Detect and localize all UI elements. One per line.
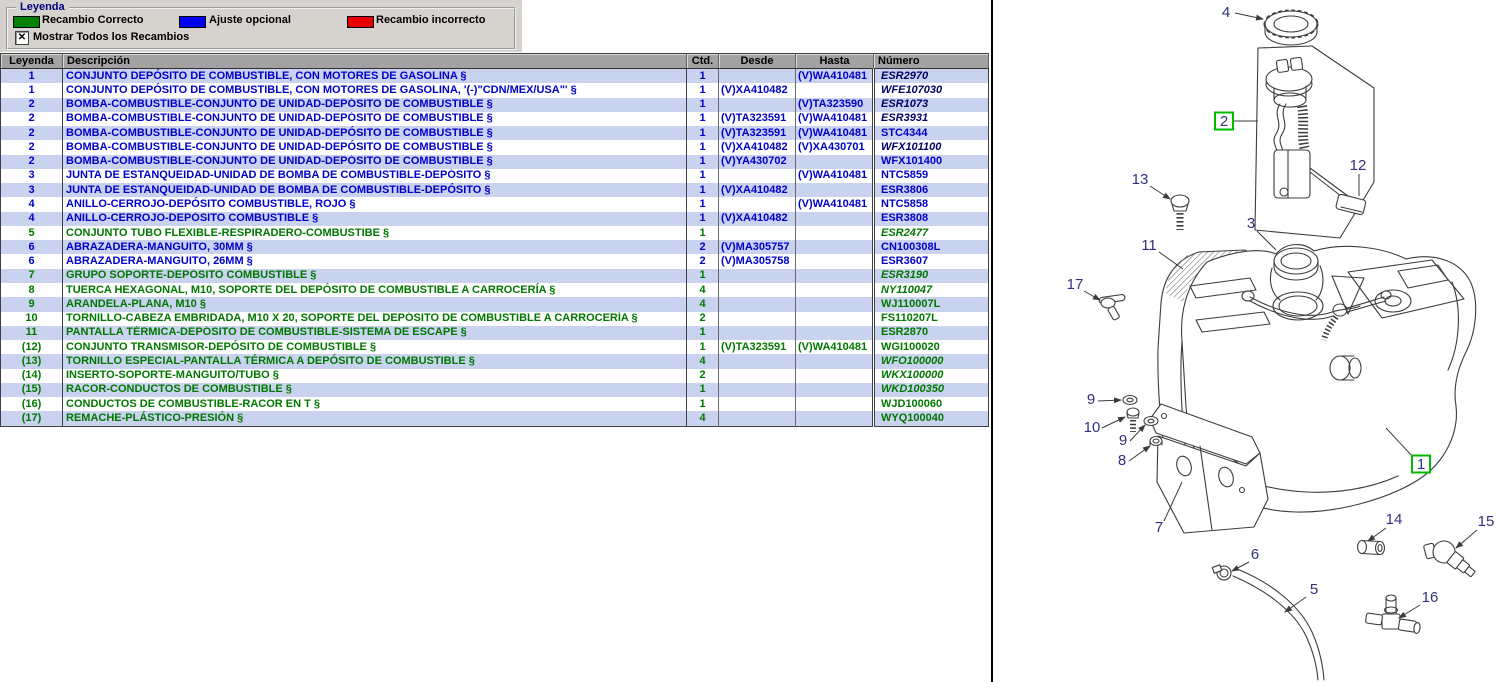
cell-hasta: (V)WA410481 <box>796 126 874 140</box>
diagram-callout-13[interactable]: 13 <box>1131 171 1149 188</box>
diagram-callout-11[interactable]: 11 <box>1141 237 1157 254</box>
table-row[interactable] <box>1 283 989 297</box>
cell-hasta <box>796 155 874 169</box>
cell-hasta: (V)WA410481 <box>796 197 874 211</box>
cell-ley: 2 <box>1 112 63 126</box>
parts-table-body <box>1 69 989 427</box>
cell-ley: 1 <box>1 69 63 84</box>
cell-desc: TUERCA HEXAGONAL, M10, SOPORTE DEL DEPÓSITO DE COMBUSTIBLE A CARROCERÍA § <box>63 283 687 297</box>
diagram-callout-10[interactable]: 10 <box>1083 419 1101 436</box>
insert-part14 <box>1358 541 1385 555</box>
callout-leader <box>1129 446 1150 461</box>
cell-ctd: 1 <box>687 212 719 226</box>
cell-desc: ABRAZADERA-MANGUITO, 30MM § <box>63 240 687 254</box>
cell-hasta <box>796 83 874 97</box>
cell-desc: BOMBA-COMBUSTIBLE-CONJUNTO DE UNIDAD-DEPÓSITO DE COMBUSTIBLE § <box>63 126 687 140</box>
cell-desde <box>719 397 796 411</box>
col-header-hasta: Hasta <box>796 54 874 69</box>
cell-hasta <box>796 212 874 226</box>
cell-desde: (V)MA305757 <box>719 240 796 254</box>
cell-desde <box>719 354 796 368</box>
table-row[interactable] <box>1 397 989 411</box>
cell-desde <box>719 69 796 84</box>
cell-num: NTC5859 <box>881 169 929 182</box>
cell-ctd: 1 <box>687 269 719 283</box>
diagram-callout-1[interactable]: 1 <box>1416 456 1426 473</box>
table-row[interactable] <box>1 140 989 154</box>
cell-desc: ABRAZADERA-MANGUITO, 26MM § <box>63 254 687 268</box>
cell-desc: CONDUCTOS DE COMBUSTIBLE-RACOR EN T § <box>63 397 687 411</box>
callout-leader <box>1257 231 1276 250</box>
cell-num: ESR2870 <box>881 326 929 339</box>
table-row[interactable] <box>1 326 989 340</box>
table-row[interactable] <box>1 226 989 240</box>
table-row[interactable] <box>1 340 989 354</box>
cell-ctd: 1 <box>687 226 719 240</box>
cell-ctd: 1 <box>687 155 719 169</box>
table-row[interactable] <box>1 354 989 368</box>
cell-desc: CONJUNTO DEPÓSITO DE COMBUSTIBLE, CON MOTORES DE GASOLINA § <box>63 69 687 84</box>
cell-hasta: (V)WA410481 <box>796 340 874 354</box>
cell-hasta <box>796 283 874 297</box>
cell-num: NTC5858 <box>881 198 929 211</box>
cell-num: NY110047 <box>881 283 933 296</box>
callout-leader <box>1150 186 1170 199</box>
cell-num: WYQ100040 <box>881 412 944 424</box>
cell-ley: 5 <box>1 226 63 240</box>
cell-hasta: (V)WA410481 <box>796 112 874 126</box>
cell-hasta <box>796 269 874 283</box>
legend-swatch-correct <box>13 16 40 28</box>
cell-desde <box>719 283 796 297</box>
diagram-callout-12[interactable]: 12 <box>1349 157 1367 174</box>
cell-hasta <box>796 354 874 368</box>
cell-num: FS110207L <box>881 312 938 325</box>
connector-part15 <box>1423 541 1477 580</box>
cell-ley: 7 <box>1 269 63 283</box>
cell-desc: BOMBA-COMBUSTIBLE-CONJUNTO DE UNIDAD-DEPÓSITO DE COMBUSTIBLE § <box>63 98 687 112</box>
cell-desde <box>719 197 796 211</box>
diagram-callout-2[interactable]: 2 <box>1219 113 1229 130</box>
cell-desc: ANILLO-CERROJO-DEPÓSITO COMBUSTIBLE § <box>63 212 687 226</box>
cell-ctd: 4 <box>687 354 719 368</box>
cell-desde <box>719 369 796 383</box>
diagram-callout-8[interactable]: 8 <box>1117 452 1127 469</box>
col-header-numero: Número <box>874 54 989 69</box>
cell-ley: 2 <box>1 98 63 112</box>
col-header-desde: Desde <box>719 54 796 69</box>
table-row[interactable] <box>1 369 989 383</box>
cell-ctd: 2 <box>687 254 719 268</box>
callout-leader <box>1368 528 1386 541</box>
cell-num: WFX101100 <box>881 140 942 153</box>
table-row[interactable] <box>1 112 989 126</box>
cell-desc: TORNILLO-CABEZA EMBRIDADA, M10 X 20, SOPORTE DEL DEPÓSITO DE COMBUSTIBLE A CARROCERÍA § <box>63 312 687 326</box>
cell-num: STC4344 <box>881 126 928 139</box>
cell-num: WKX100000 <box>881 369 944 382</box>
cell-desde <box>719 169 796 183</box>
table-row[interactable] <box>1 212 989 226</box>
cell-ctd: 1 <box>687 383 719 397</box>
cell-ley: 3 <box>1 169 63 183</box>
table-row[interactable] <box>1 254 989 268</box>
cell-desc: ARANDELA-PLANA, M10 § <box>63 297 687 311</box>
cell-desc: CONJUNTO TUBO FLEXIBLE-RESPIRADERO-COMBUSTIBE § <box>63 226 687 240</box>
cell-num: WJ110007L <box>881 297 941 310</box>
legend-swatch-incorrect <box>347 16 374 28</box>
cell-num: ESR3808 <box>881 212 929 225</box>
diagram-callout-9[interactable]: 9 <box>1118 432 1128 449</box>
diagram-callout-14[interactable]: 14 <box>1385 511 1403 528</box>
table-row[interactable] <box>1 197 989 211</box>
callout-leader <box>1285 597 1306 612</box>
callout-leader <box>1235 13 1263 19</box>
cell-desde <box>719 297 796 311</box>
cell-desc: ANILLO-CERROJO-DEPÓSITO COMBUSTIBLE, ROJO § <box>63 197 687 211</box>
col-header-descripcion: Descripción <box>63 54 687 69</box>
diagram-callout-5[interactable]: 5 <box>1309 581 1319 598</box>
cell-desc: JUNTA DE ESTANQUEIDAD-UNIDAD DE BOMBA DE COMBUSTIBLE-DEPÓSITO § <box>63 169 687 183</box>
cell-ctd: 1 <box>687 197 719 211</box>
cell-num: CN100308L <box>881 240 941 253</box>
cell-desde: (V)TA323591 <box>719 126 796 140</box>
cell-ley: 8 <box>1 283 63 297</box>
cell-desc: BOMBA-COMBUSTIBLE-CONJUNTO DE UNIDAD-DEPÓSITO DE COMBUSTIBLE § <box>63 112 687 126</box>
cell-desde <box>719 98 796 112</box>
cell-desc: JUNTA DE ESTANQUEIDAD-UNIDAD DE BOMBA DE COMBUSTIBLE-DEPÓSITO § <box>63 183 687 197</box>
cell-ctd: 1 <box>687 340 719 354</box>
cell-num: WKD100350 <box>881 383 944 396</box>
cell-ctd: 1 <box>687 69 719 84</box>
cell-desc: CONJUNTO TRANSMISOR-DEPÓSITO DE COMBUSTIBLE § <box>63 340 687 354</box>
cell-desde <box>719 312 796 326</box>
cell-num: WFX101400 <box>881 155 943 168</box>
legend-swatch-optional <box>179 16 206 28</box>
cell-ctd: 1 <box>687 326 719 340</box>
cell-num: WJD100060 <box>881 397 943 410</box>
cell-num: ESR3190 <box>881 269 929 282</box>
tee-connector-part16 <box>1365 595 1420 634</box>
bolt-part10 <box>1127 408 1139 432</box>
table-row[interactable] <box>1 155 989 169</box>
cell-ley: 4 <box>1 197 63 211</box>
col-header-leyenda: Leyenda <box>1 54 63 69</box>
cell-desde: (V)XA410482 <box>719 83 796 97</box>
cell-ctd: 2 <box>687 369 719 383</box>
cell-desc: BOMBA-COMBUSTIBLE-CONJUNTO DE UNIDAD-DEPÓSITO DE COMBUSTIBLE § <box>63 155 687 169</box>
cell-hasta: (V)WA410481 <box>796 69 874 84</box>
cell-desc: BOMBA-COMBUSTIBLE-CONJUNTO DE UNIDAD-DEPÓSITO DE COMBUSTIBLE § <box>63 140 687 154</box>
cell-num: ESR3931 <box>881 112 929 125</box>
cell-num: WFE107030 <box>881 83 943 96</box>
cell-num: ESR2970 <box>881 69 929 82</box>
cell-ctd: 1 <box>687 397 719 411</box>
cell-hasta <box>796 397 874 411</box>
table-row[interactable] <box>1 183 989 197</box>
diagram-callout-16[interactable]: 16 <box>1421 589 1439 606</box>
special-bolt-part13 <box>1171 195 1189 230</box>
cell-hasta <box>796 369 874 383</box>
cell-desde: (V)MA305758 <box>719 254 796 268</box>
cell-ley: 6 <box>1 254 63 268</box>
cell-hasta <box>796 240 874 254</box>
callout-leader <box>1456 530 1477 548</box>
cell-ley: 3 <box>1 183 63 197</box>
cell-desde: (V)YA430702 <box>719 155 796 169</box>
callout-leader <box>1399 605 1420 618</box>
cell-hasta <box>796 383 874 397</box>
diagram-callout-6[interactable]: 6 <box>1250 546 1260 563</box>
cell-hasta <box>796 326 874 340</box>
cell-desc: REMACHE-PLÁSTICO-PRESIÓN § <box>63 411 687 426</box>
legend-label-incorrect: Recambio incorrecto <box>376 14 486 26</box>
cell-ctd: 2 <box>687 312 719 326</box>
cell-desde <box>719 269 796 283</box>
table-row[interactable] <box>1 169 989 183</box>
cell-num: ESR3806 <box>881 183 929 196</box>
parts-table <box>0 53 990 427</box>
cell-ctd: 1 <box>687 126 719 140</box>
table-row[interactable] <box>1 98 989 112</box>
table-row[interactable] <box>1 383 989 397</box>
plastic-rivet-part17 <box>1099 294 1126 320</box>
diagram-callout-3[interactable]: 3 <box>1246 215 1256 232</box>
cell-ley: 10 <box>1 312 63 326</box>
locking-ring-part4 <box>1265 11 1317 45</box>
cell-desde: (V)TA323591 <box>719 112 796 126</box>
cell-ley: 4 <box>1 212 63 226</box>
cell-hasta: (V)XA430701 <box>796 140 874 154</box>
float-sender-part12 <box>1310 168 1366 215</box>
cell-desc: GRUPO SOPORTE-DEPÓSITO COMBUSTIBLE § <box>63 269 687 283</box>
cell-hasta <box>796 254 874 268</box>
cell-ctd: 1 <box>687 183 719 197</box>
col-header-ctd: Ctd. <box>687 54 719 69</box>
cell-hasta <box>796 312 874 326</box>
cell-ley: 6 <box>1 240 63 254</box>
cell-ley: (12) <box>1 340 63 354</box>
cell-ctd: 4 <box>687 411 719 426</box>
cell-ctd: 4 <box>687 297 719 311</box>
table-row[interactable] <box>1 269 989 283</box>
pump-module-part2 <box>1255 46 1374 238</box>
diagram-callout-17[interactable]: 17 <box>1066 276 1084 293</box>
cell-ctd: 1 <box>687 83 719 97</box>
cell-ley: (17) <box>1 411 63 426</box>
cell-desc: RACOR-CONDUCTOS DE COMBUSTIBLE § <box>63 383 687 397</box>
cell-ctd: 1 <box>687 112 719 126</box>
legend-label-optional: Ajuste opcional <box>209 14 291 26</box>
cell-desde: (V)XA410482 <box>719 140 796 154</box>
diagram-callout-15[interactable]: 15 <box>1477 513 1495 530</box>
cell-desc: INSERTO-SOPORTE-MANGUITO/TUBO § <box>63 369 687 383</box>
parts-diagram <box>993 0 1500 682</box>
table-row[interactable] <box>1 240 989 254</box>
table-row[interactable] <box>1 69 989 84</box>
cell-num: ESR2477 <box>881 226 929 239</box>
cell-num: WGI100020 <box>881 340 940 353</box>
cell-ctd: 1 <box>687 140 719 154</box>
cell-ley: 11 <box>1 326 63 340</box>
legend-panel <box>0 0 522 52</box>
cell-desde: (V)XA410482 <box>719 212 796 226</box>
cell-ley: (16) <box>1 397 63 411</box>
cell-desde: (V)TA323591 <box>719 340 796 354</box>
cell-ley: 2 <box>1 140 63 154</box>
cell-ley: (13) <box>1 354 63 368</box>
cell-ctd: 4 <box>687 283 719 297</box>
cell-desde <box>719 411 796 426</box>
cell-ctd: 1 <box>687 98 719 112</box>
cell-desde <box>719 383 796 397</box>
show-all-parts-label: Mostrar Todos los Recambios <box>33 31 190 43</box>
table-header-row <box>1 54 989 69</box>
table-row[interactable] <box>1 126 989 140</box>
cell-ley: 9 <box>1 297 63 311</box>
cell-ley: (14) <box>1 369 63 383</box>
washer-part9-upper <box>1123 396 1137 405</box>
cell-ctd: 1 <box>687 169 719 183</box>
washer-part9-lower <box>1144 417 1158 426</box>
table-row[interactable] <box>1 83 989 97</box>
diagram-callout-4[interactable]: 4 <box>1221 4 1231 21</box>
cell-desc: TORNILLO ESPECIAL-PANTALLA TÉRMICA A DEPÓSITO DE COMBUSTIBLE § <box>63 354 687 368</box>
cell-ley: 2 <box>1 126 63 140</box>
cell-ley: (15) <box>1 383 63 397</box>
cell-hasta <box>796 183 874 197</box>
cell-desc: PANTALLA TÉRMICA-DEPÓSITO DE COMBUSTIBLE-SISTEMA DE ESCAPE § <box>63 326 687 340</box>
cell-num: ESR1073 <box>881 98 929 111</box>
table-row[interactable] <box>1 411 989 426</box>
nut-part8 <box>1150 437 1162 446</box>
cell-hasta: (V)TA323590 <box>796 98 874 112</box>
show-all-parts-checkbox[interactable]: ✕ <box>15 31 29 45</box>
cell-hasta <box>796 226 874 240</box>
cell-num: ESR3607 <box>881 255 929 268</box>
cell-desc: CONJUNTO DEPÓSITO DE COMBUSTIBLE, CON MOTORES DE GASOLINA, '(-)"CDN/MEX/USA"' § <box>63 83 687 97</box>
cell-desde: (V)XA410482 <box>719 183 796 197</box>
callout-leader <box>1102 417 1125 428</box>
diagram-callout-7[interactable]: 7 <box>1154 519 1164 536</box>
cell-hasta: (V)WA410481 <box>796 169 874 183</box>
cell-hasta <box>796 297 874 311</box>
table-row[interactable] <box>1 297 989 311</box>
cell-desde <box>719 326 796 340</box>
callout-leader <box>1232 562 1249 571</box>
callout-leader <box>1084 291 1100 300</box>
table-row[interactable] <box>1 312 989 326</box>
cell-num: WFO100000 <box>881 354 944 367</box>
callout-leader <box>1098 400 1121 401</box>
legend-label-correct: Recambio Correcto <box>42 14 144 26</box>
cell-hasta <box>796 411 874 426</box>
diagram-callout-9[interactable]: 9 <box>1086 391 1096 408</box>
legend-title: Leyenda <box>16 1 69 13</box>
cell-ctd: 2 <box>687 240 719 254</box>
cell-desde <box>719 226 796 240</box>
cell-ley: 1 <box>1 83 63 97</box>
hose-clamp-part6 <box>1212 565 1231 580</box>
cell-ley: 2 <box>1 155 63 169</box>
